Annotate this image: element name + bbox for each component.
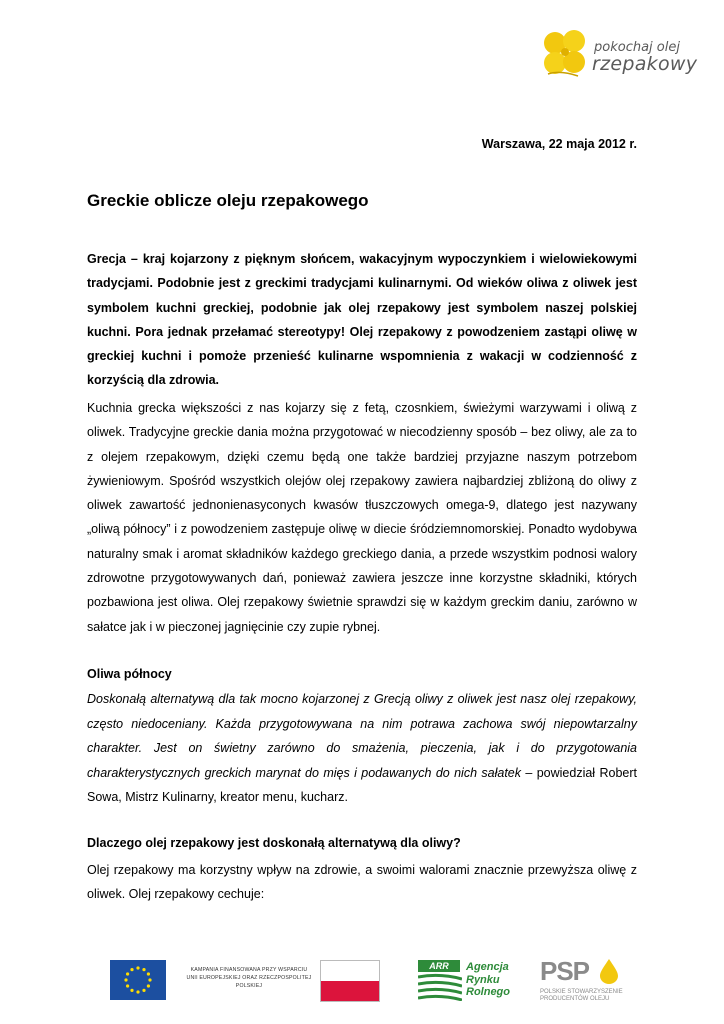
psp-logo [540,956,630,1004]
logo-line-1: pokochaj olej [594,40,680,55]
document-title: Greckie oblicze oleju rzepakowego [87,191,369,210]
arr-badge: ARR [418,960,460,972]
quote-text: Doskonałą alternatywą dla tak mocno kojarzonej z Grecją oliwy z oliwek jest nasz olej rzepakowy, często niedoceniany. Każda przygotowywana na nim potrawa zachowa swój niepowtarzalny charakter. Jest on świetny zarówno do smażenia, pieczenia, jak i do przygotowania charakterystycznych greckich marynat do mięs i podawanych do nich sałatek [87,692,637,780]
arr-line-3: Rolnego [466,986,510,998]
flower-icon [538,26,594,86]
polish-flag-icon [320,960,380,1002]
psp-subtitle-1: POLSKIE STOWARZYSZENIE [540,989,623,995]
pokochaj-olej-rzepakowy-logo [538,26,698,86]
arr-name [466,961,510,999]
campaign-text: KAMPANIA FINANSOWANA PRZY WSPARCIU UNII EUROPEJSKIEJ ORAZ RZECZPOSPOLITEJ POLSKIEJ [186,967,312,989]
quote-attribution: – powiedział Robert Sowa, Mistrz Kulinarny, kreator menu, kucharz. [87,765,637,805]
lead-paragraph: Grecja – kraj kojarzony z pięknym słońcem, wakacyjnym wypoczynkiem i wielowiekowymi tradycjami. Podobnie jest z greckimi tradycjami kulinarnymi. Od wieków oliwa z oliwek jest symbolem kuchni greckiej, podobnie jak olej rzepakowy jest symbolem naszej polskiej kuchni. Pora jednak przełamać stereotypy! Olej rzepakowy z powodzeniem zastąpi oliwę w greckiej kuchni i pomoże przenieść kulinarne wspomnienia z wakacji w codzienność z korzyścią dla zdrowia. [87,252,637,388]
oil-drop-icon [598,958,620,984]
arr-line-2: Rynku [466,973,500,986]
logo-line-2: rzepakowy [592,53,698,75]
footer-logos [82,930,646,1016]
arr-line-1: Agencja [466,961,509,973]
quote-paragraph [87,687,637,810]
psp-subtitle [540,989,623,1003]
section-heading-oliwa-polnocy: Oliwa północy [87,667,172,681]
eu-flag-icon [110,960,166,1000]
psp-letters: PSP [540,956,590,986]
section-heading-dlaczego: Dlaczego olej rzepakowy jest doskonałą alternatywą dla oliwy? [87,836,461,850]
field-icon [418,973,462,1001]
body-paragraph: Kuchnia grecka większości z nas kojarzy się z fetą, czosnkiem, świeżymi warzywami i oliwą z oliwek. Tradycyjne greckie dania można przygotować w niecodzienny sposób – bez oliwy, ale za to z olejem rzepakowym, dzięki czemu będą one także bardziej przyjazne naszym potrzebom żywieniowym. Spośród wszystkich olejów olej rzepakowy zawiera najbardziej zbliżoną do oliwy z oliwek zawartość jednonienasyconych kwasów tłuszczowych omega-9, dlatego jest nazywany „oliwą północy” i z powodzeniem zastępuje oliwę w diecie śródziemnomorskiej. Ponadto wydobywa naturalny smak i aromat składników każdego greckiego dania, a przede wszystkim podnosi walory zdrowotne przygotowywanych dań, ponieważ zawiera jeszcze inne korzystne składniki, których pozbawiona jest oliwa. Olej rzepakowy świetnie sprawdzi się w każdym greckim daniu, zarówno w sałatce jak i w pieczonej jagnięcinie czy zupie rybnej. [87,401,637,634]
section-2-paragraph: Olej rzepakowy ma korzystny wpływ na zdrowie, a swoimi walorami znacznie przewyższa oliwę z oliwek. Olej rzepakowy cechuje: [87,863,637,902]
arr-logo [418,960,462,1000]
psp-subtitle-2: PRODUCENTÓW OLEJU [540,996,610,1002]
document-date: Warszawa, 22 maja 2012 r. [481,137,637,151]
